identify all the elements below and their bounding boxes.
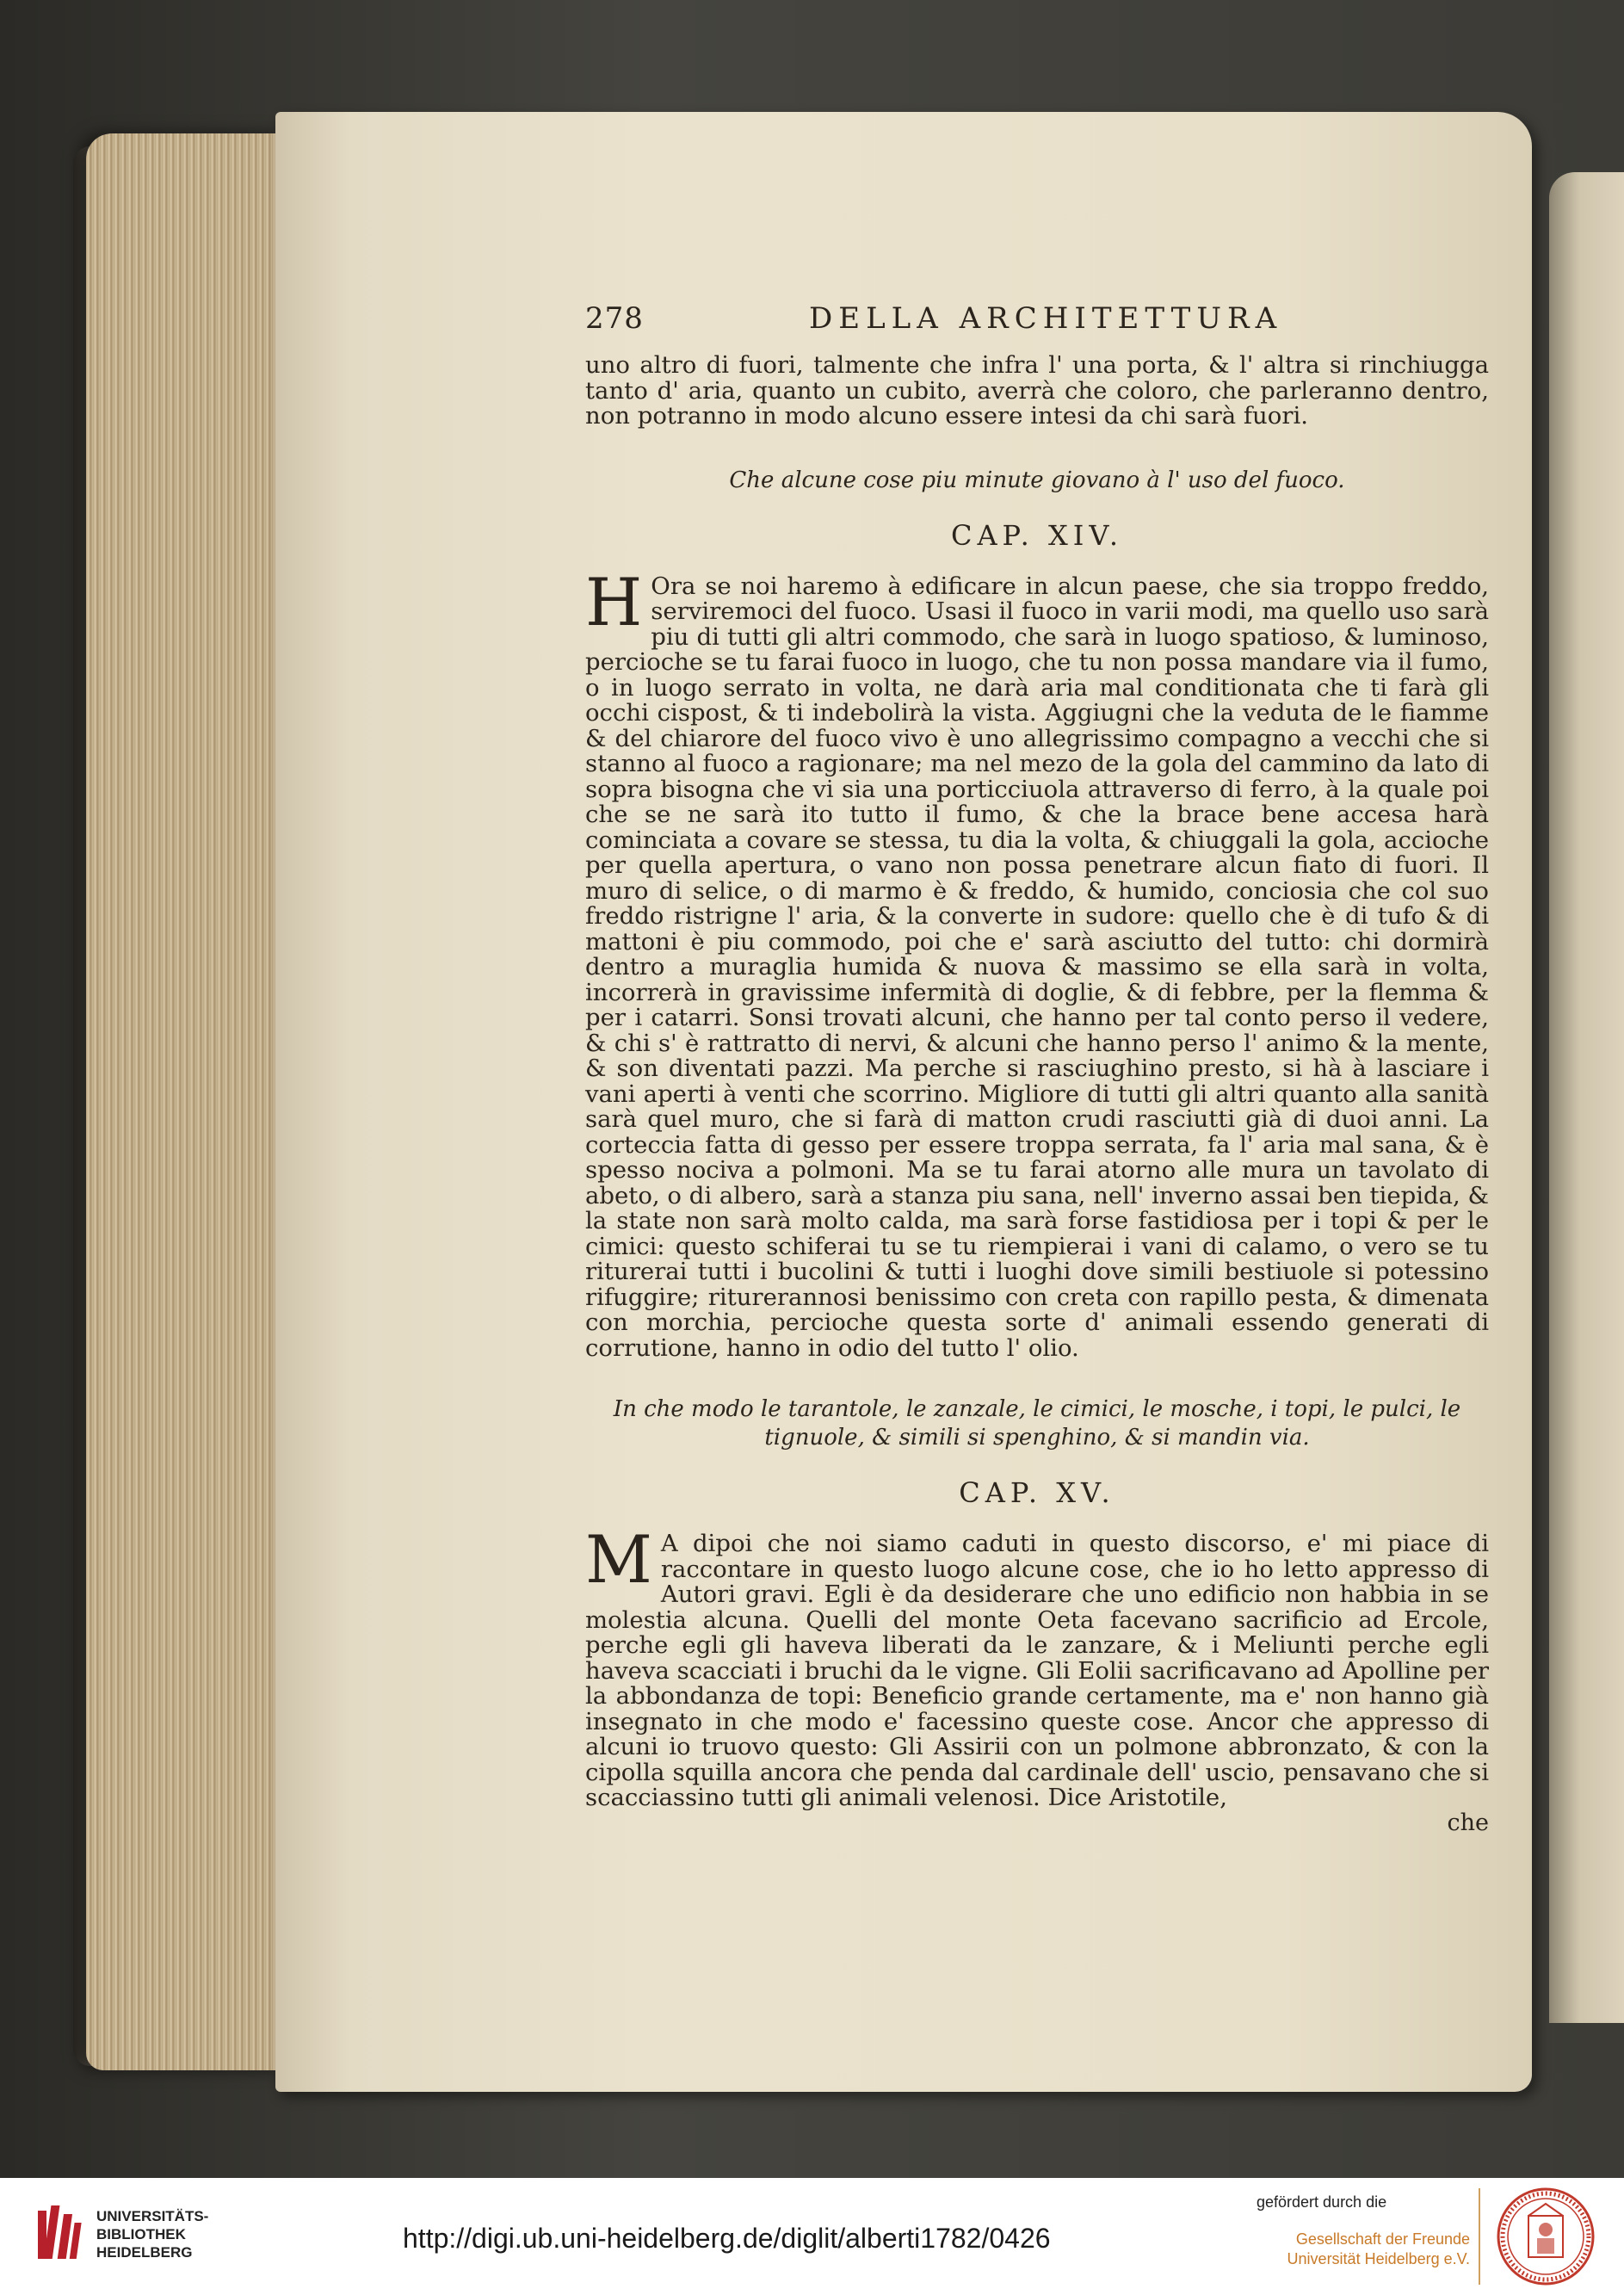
chapter-title-15: CAP. XV. <box>959 1476 1115 1509</box>
footer-bar <box>0 2178 1624 2295</box>
funded-by-label: gefördert durch die <box>1257 2193 1387 2211</box>
catchword: che <box>1447 1809 1489 1836</box>
society-name-line-1: Gesellschaft der Freunde <box>1295 2230 1470 2248</box>
university-seal-icon[interactable] <box>1496 2187 1596 2286</box>
page-text <box>585 301 1489 1835</box>
footer-divider <box>1479 2188 1480 2285</box>
intro-paragraph: uno altro di fuori, talmente che infra l' una porta, & l' altra si rinchiugga tanto d' aria, quanto un cubito, averrà che coloro, che parleranno dentro, non potranno in modo alcuno essere intesi da chi sarà fuori. <box>585 351 1489 430</box>
library-name[interactable] <box>96 2207 208 2261</box>
society-name-line-2: Universität Heidelberg e.V. <box>1287 2250 1470 2267</box>
section-heading-2: In che modo le tarantole, le zanzale, le cimici, le mosche, i topi, le pulci, le tignuole, & simili si spenghino, & si mandin via. <box>613 1396 1461 1451</box>
chapter-title-14: CAP. XIV. <box>950 518 1124 552</box>
next-page-edge <box>1549 172 1624 2023</box>
society-name[interactable] <box>1265 2230 1470 2269</box>
page-stack-edges <box>86 133 284 2070</box>
running-title: DELLA ARCHITETTURA <box>809 301 1283 336</box>
library-name-line-2: BIBLIOTHEK <box>96 2226 186 2242</box>
page-number: 278 <box>585 301 644 336</box>
library-name-line-3: HEIDELBERG <box>96 2244 193 2261</box>
chapter-14-text: Ora se noi haremo à edificare in alcun paese, che sia troppo freddo, serviremoci del fuoco. Usasi il fuoco in varii modi, ma quello uso sarà piu di tutti gli altri commodo, che sarà in luogo spatioso, & luminoso, percioche se tu farai fuoco in luogo, che tu non possa mandare via il fumo, o in luogo serrato in volta, ne darà aria mal conditionata che ti farà gli occhi cispost, & ti indebolirà la vista. Aggiugni che la veduta de le fiamme & del chiarore del fuoco vivo è uno allegrissimo compagno a vecchi che si stanno al fuoco a ragionare; ma nel mezo de la gola del cammino da lato di sopra bisogna che vi sia una porticciuola attraverso di ferro, à la quale poi che se ne sarà ito tutto il fumo, & che la brace bene accesa harà cominciata a covare se stessa, tu dia la volta, & chiuggali la gola, accioche per quella apertura, o vano non possa penetrare alcun fiato di fuori. Il muro di selice, o di marmo è & freddo, & humido, conciosia che col suo freddo ristrigne l' aria, & la converte in sudore: quello che è di tufo & di mattoni è piu commodo, poi che e' sarà asciutto del tutto: chi dormirà dentro a muraglia humida & nuova & massimo se ella sarà in volta, incorrerà in gravissime infermità di doglie, & di febbre, per la flemma & per i catarri. Sonsi trovati alcuni, che hanno per tal conto perso il vedere, & chi s' è rattratto di nervi, & alcuni che hanno perso l' animo & la mente, & son diventati pazzi. Ma perche si rasciughino presto, si hà à lasciare i vani aperti à venti che scorrino. Migliore di tutti gli altri quanto alla sanità sarà quel muro, che si farà di matton crudi rasciutti già di duoi anni. La corteccia fatta di gesso per essere troppa serrata, fa l' aria mal sana, & è spesso nociva a polmoni. Ma se tu farai atorno alle mura un tavolato di abeto, o di albero, sarà a stanza piu sana, nell' inverno assai ben tiepida, & la state non sarà molto calda, ma sarà forse fastidiosa per i topi & per le cimici: questo schiferai tu se tu riempierai i vani di calamo, o vero se tu riturerai tutti i bucolini & tutti i luoghi dove simili bestiuole si potessino rifuggire; riturerannosi benissimo con creta con rapillo pesta, & dimenata con morchia, percioche questa sorte d' animali essendo generati di corrutione, hanno in odio del tutto l' olio. <box>585 572 1489 1362</box>
running-head <box>585 301 1489 353</box>
chapter-15-text: A dipoi che noi siamo caduti in questo discorso, e' mi piace di raccontare in questo luogo alcune cose, che io ho letto appresso di Autori gravi. Egli è da desiderare che uno edificio non habbia in se molestia alcuna. Quelli del monte Oeta facevano sacrificio ad Ercole, perche egli gli haveva liberati da le zanzare, & i Meliunti perche egli haveva scacciati i bruchi da le vigne. Gli Eolii sacrificavano ad Apolline per la abbondanza de topi: Beneficio grande certamente, ma e' non hanno già insegnato in che modo e' facessino queste cose. Ancor che appresso di alcuni io truovo questo: Gli Assirii con un polmone abbronzato, & con la cipolla squilla ancora che penda dal cardinale dell' uscio, pensavano che si scacciassino tutti gli animali velenosi. Dice Aristotile, <box>585 1530 1489 1811</box>
chapter-14-body <box>585 563 1489 1362</box>
dropcap-m: M <box>585 1521 652 1598</box>
ub-logo-icon[interactable] <box>34 2202 88 2267</box>
chapter-15-body <box>585 1521 1489 1811</box>
permalink-url[interactable]: http://digi.ub.uni-heidelberg.de/diglit/alberti1782/0426 <box>403 2223 1051 2254</box>
section-heading-1: Che alcune cose piu minute giovano à l' uso del fuoco. <box>729 467 1345 493</box>
dropcap-h: H <box>585 563 643 640</box>
library-name-line-1: UNIVERSITÄTS- <box>96 2208 209 2224</box>
